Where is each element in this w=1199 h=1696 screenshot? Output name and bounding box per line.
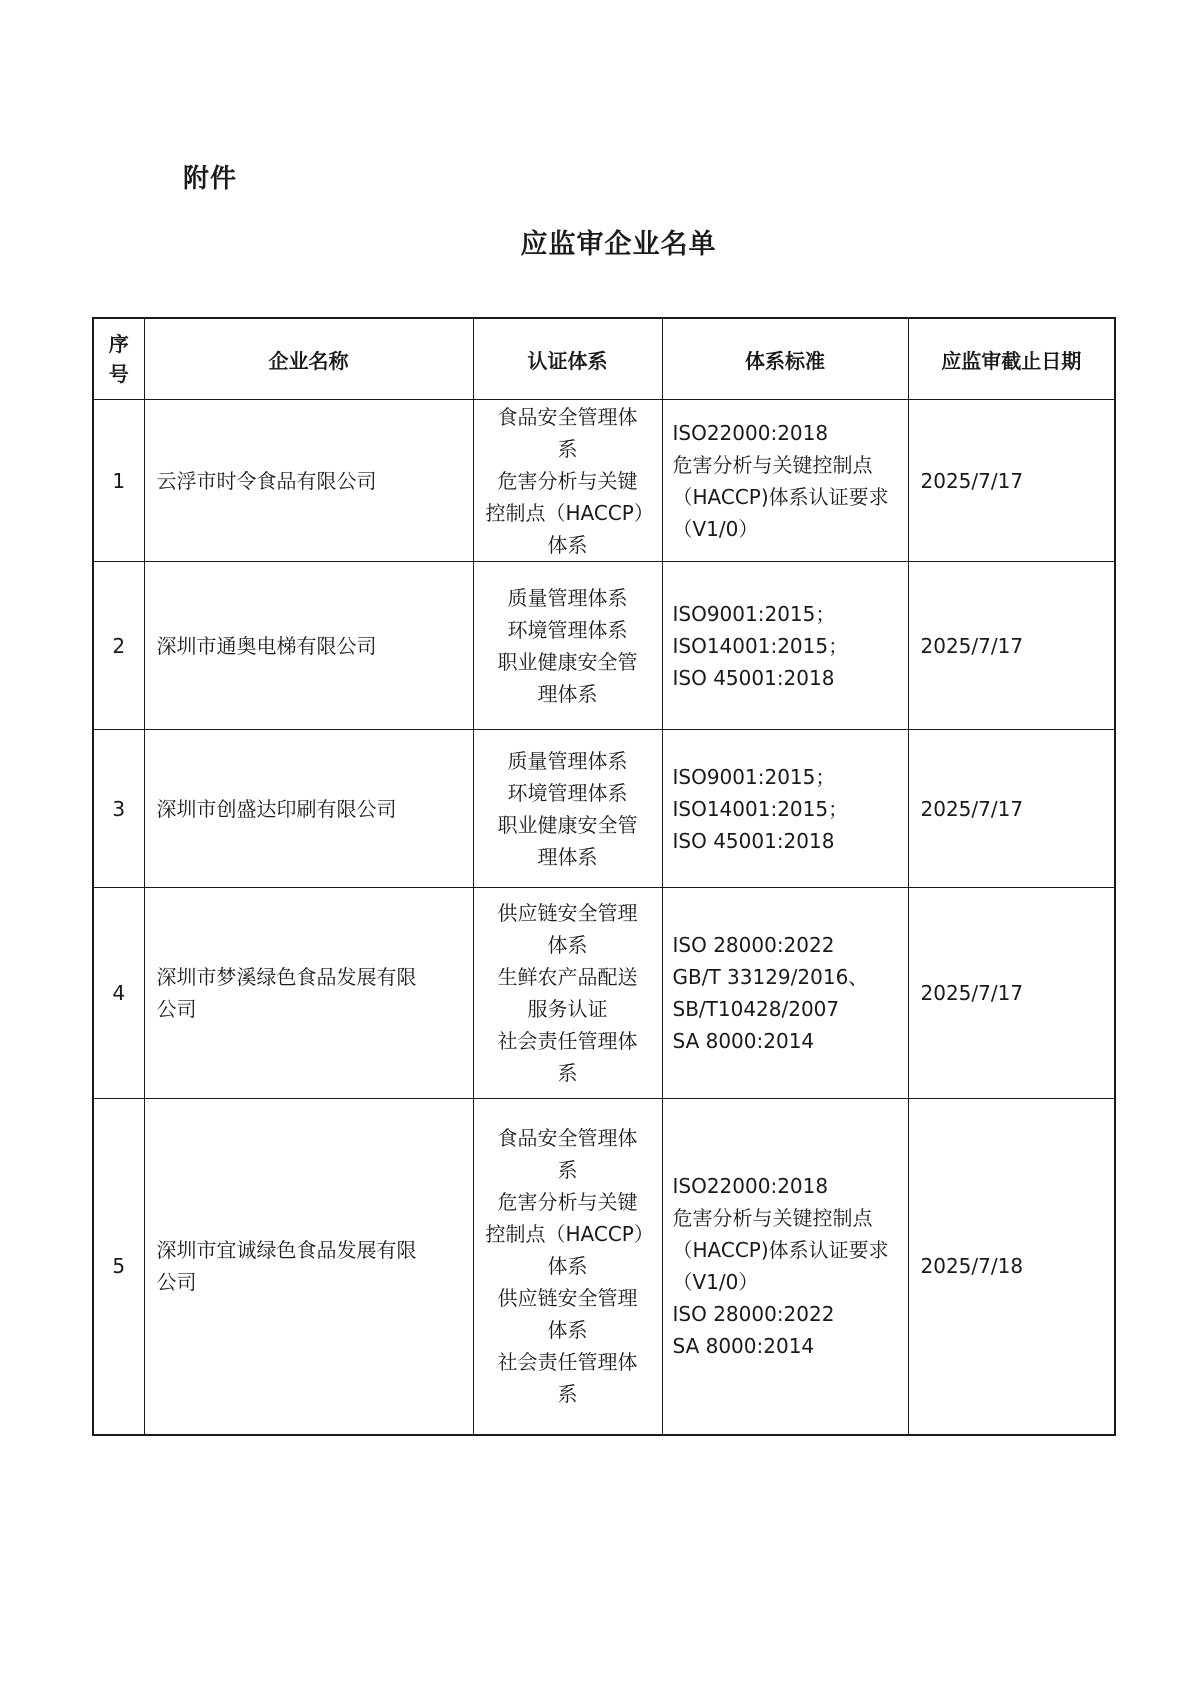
system-line: 食品安全管理体 [497,1126,638,1151]
system-line: 职业健康安全管 [497,649,638,674]
system-line: 环境管理体系 [507,780,628,805]
table-row [93,562,1115,730]
system-line: 体系 [547,933,588,957]
system-line: 系 [557,436,578,461]
table-header-row [93,318,1115,400]
system-line: 环境管理体系 [507,617,628,642]
cell-system [473,1099,662,1435]
header-deadline: 应监审截止日期 [908,318,1115,400]
standard-line: SA 8000:2014 [672,1029,815,1053]
header-seq-line-1: 序 [108,332,129,356]
cell-deadline: 2025/7/17 [908,400,1115,562]
cell-seq: 1 [93,400,144,562]
system-line: 体系 [547,1254,588,1279]
system-line: 食品安全管理体 [497,404,638,429]
standard-line: ISO9001:2015； [672,764,836,789]
header-seq [93,318,144,400]
system-line: 体系 [547,1318,588,1343]
cell-deadline: 2025/7/17 [908,888,1115,1099]
standard-line: ISO 28000:2022 [672,1302,835,1327]
cell-company: 深圳市创盛达印刷有限公司 [144,730,473,888]
system-line: 危害分析与关键 [497,468,638,493]
cell-seq: 5 [93,1099,144,1435]
standard-line: （V1/0） [672,1270,759,1295]
system-line: 系 [557,1382,578,1407]
table-row [93,400,1115,562]
header-system: 认证体系 [473,318,662,400]
cell-standard [662,562,908,730]
document-title: 应监审企业名单 [520,229,717,260]
system-line: 服务认证 [527,997,608,1021]
cell-company: 深圳市通奥电梯有限公司 [144,562,473,730]
cell-standard [662,888,908,1099]
company-line: 公司 [156,997,197,1021]
standard-line: （HACCP)体系认证要求 [672,1238,889,1263]
company-list-table [92,317,1116,1436]
standard-line: ISO14001:2015； [672,796,849,821]
system-line: 危害分析与关键 [497,1190,638,1215]
cell-system [473,562,662,730]
cell-company: 云浮市时令食品有限公司 [144,400,473,562]
cell-system [473,400,662,562]
standard-line: ISO14001:2015； [672,633,849,658]
system-line: 质量管理体系 [507,748,628,773]
standard-line: （V1/0） [672,516,759,541]
standard-line: 危害分析与关键控制点 [672,452,873,477]
attachment-label: 附件 [183,164,238,194]
cell-deadline: 2025/7/17 [908,562,1115,730]
standard-line: 危害分析与关键控制点 [672,1206,873,1231]
cell-system [473,730,662,888]
table-row [93,730,1115,888]
system-line: 理体系 [537,681,598,706]
system-line: 社会责任管理体 [497,1029,638,1053]
standard-line: GB/T 33129/2016、 [672,965,869,989]
cell-company [144,1099,473,1435]
system-line: 职业健康安全管 [497,812,638,837]
table-row [93,888,1115,1099]
table-row [93,1099,1115,1435]
company-line: 公司 [156,1270,197,1295]
cell-system [473,888,662,1099]
header-seq-line-2: 号 [108,362,129,386]
company-line: 深圳市宜诚绿色食品发展有限 [156,1238,417,1263]
system-line: 理体系 [537,844,598,869]
cell-standard [662,1099,908,1435]
cell-deadline: 2025/7/17 [908,730,1115,888]
standard-line: ISO22000:2018 [672,1174,829,1199]
system-line: 控制点（HACCP） [485,1222,654,1247]
standard-line: SB/T10428/2007 [672,997,840,1021]
cell-deadline: 2025/7/18 [908,1099,1115,1435]
system-line: 质量管理体系 [507,585,628,610]
cell-seq: 4 [93,888,144,1099]
standard-line: SA 8000:2014 [672,1334,815,1359]
header-standard: 体系标准 [662,318,908,400]
system-line: 系 [557,1061,578,1085]
system-line: 社会责任管理体 [497,1350,638,1375]
cell-company [144,888,473,1099]
system-line: 供应链安全管理 [497,901,638,925]
header-company: 企业名称 [144,318,473,400]
standard-line: ISO 28000:2022 [672,933,835,957]
standard-line: （HACCP)体系认证要求 [672,484,889,509]
company-line: 深圳市梦溪绿色食品发展有限 [156,965,417,989]
cell-seq: 3 [93,730,144,888]
system-line: 控制点（HACCP） [485,500,654,525]
system-line: 生鲜农产品配送 [497,965,638,989]
standard-line: ISO9001:2015； [672,601,836,626]
system-line: 系 [557,1158,578,1183]
cell-standard [662,730,908,888]
cell-standard [662,400,908,562]
cell-seq: 2 [93,562,144,730]
standard-line: ISO22000:2018 [672,420,829,445]
standard-line: ISO 45001:2018 [672,665,835,690]
system-line: 供应链安全管理 [497,1286,638,1311]
standard-line: ISO 45001:2018 [672,828,835,853]
system-line: 体系 [547,532,588,557]
